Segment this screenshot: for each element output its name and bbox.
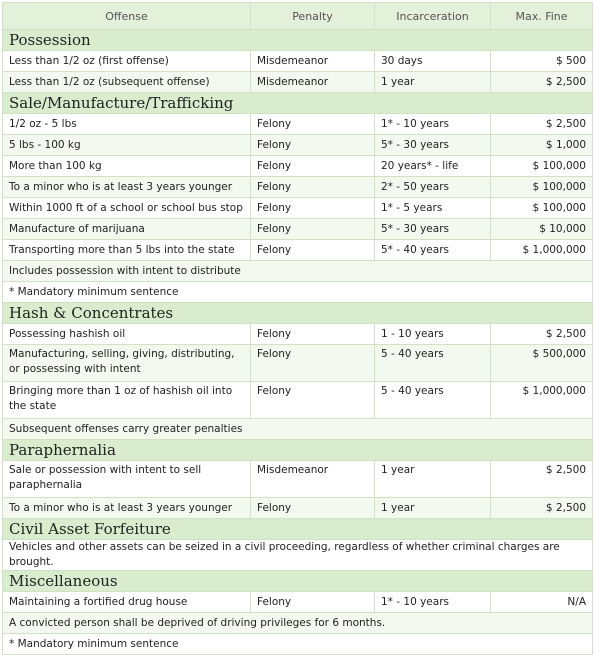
- section-paraphernalia: [3, 440, 593, 519]
- table-row: [3, 498, 593, 519]
- fine-cell: $ 2,500: [491, 114, 593, 135]
- penalty-cell: Misdemeanor: [251, 461, 375, 498]
- incarceration-cell: 1 year: [375, 461, 491, 498]
- incarceration-cell: 1 year: [375, 498, 491, 519]
- offense-cell: Bringing more than 1 oz of hashish oil into the state: [3, 382, 251, 419]
- incarceration-cell: 5* - 30 years: [375, 219, 491, 240]
- table-row: [3, 72, 593, 93]
- offense-cell: 5 lbs - 100 kg: [3, 135, 251, 156]
- fine-cell: $ 500,000: [491, 345, 593, 382]
- incarceration-cell: 1 - 10 years: [375, 324, 491, 345]
- penalty-cell: Felony: [251, 156, 375, 177]
- table-row: [3, 177, 593, 198]
- note-row: [3, 540, 593, 571]
- column-header-penalty: Penalty: [251, 3, 375, 30]
- offense-cell: Sale or possession with intent to sell paraphernalia: [3, 461, 251, 498]
- section-title: Civil Asset Forfeiture: [3, 519, 593, 540]
- note-text: A convicted person shall be deprived of driving privileges for 6 months.: [3, 613, 593, 634]
- section-sale: [3, 93, 593, 303]
- penalty-cell: Felony: [251, 345, 375, 382]
- penalty-cell: Felony: [251, 177, 375, 198]
- penalty-cell: Felony: [251, 382, 375, 419]
- section-title: Possession: [3, 30, 593, 51]
- offense-cell: 1/2 oz - 5 lbs: [3, 114, 251, 135]
- offense-cell: Less than 1/2 oz (subsequent offense): [3, 72, 251, 93]
- incarceration-cell: 1* - 5 years: [375, 198, 491, 219]
- section-possession: [3, 30, 593, 93]
- fine-cell: $ 500: [491, 51, 593, 72]
- offense-cell: Manufacture of marijuana: [3, 219, 251, 240]
- penalty-cell: Misdemeanor: [251, 51, 375, 72]
- section-miscellaneous: [3, 571, 593, 655]
- section-title: Miscellaneous: [3, 571, 593, 592]
- penalty-cell: Felony: [251, 198, 375, 219]
- offense-cell: More than 100 kg: [3, 156, 251, 177]
- table-row: [3, 114, 593, 135]
- table-row: [3, 324, 593, 345]
- table-row: [3, 240, 593, 261]
- penalty-cell: Felony: [251, 498, 375, 519]
- table-row: [3, 382, 593, 419]
- section-title: Hash & Concentrates: [3, 303, 593, 324]
- note-row: [3, 261, 593, 282]
- table-row: [3, 198, 593, 219]
- note-row: [3, 282, 593, 303]
- column-header-max-fine: Max. Fine: [491, 3, 593, 30]
- fine-cell: $ 1,000: [491, 135, 593, 156]
- note-text: Vehicles and other assets can be seized in a civil proceeding, regardless of whether criminal charges are brought.: [3, 540, 593, 571]
- fine-cell: N/A: [491, 592, 593, 613]
- table-row: [3, 461, 593, 498]
- penalty-cell: Felony: [251, 324, 375, 345]
- incarceration-cell: 5 - 40 years: [375, 345, 491, 382]
- fine-cell: $ 2,500: [491, 324, 593, 345]
- table-row: [3, 219, 593, 240]
- fine-cell: $ 2,500: [491, 498, 593, 519]
- note-text: Subsequent offenses carry greater penalties: [3, 419, 593, 440]
- table-row: [3, 135, 593, 156]
- header-row: [3, 3, 593, 30]
- incarceration-cell: 30 days: [375, 51, 491, 72]
- table-row: [3, 156, 593, 177]
- penalty-cell: Felony: [251, 592, 375, 613]
- section-forfeiture: [3, 519, 593, 571]
- penalty-cell: Felony: [251, 135, 375, 156]
- fine-cell: $ 1,000,000: [491, 382, 593, 419]
- incarceration-cell: 1* - 10 years: [375, 592, 491, 613]
- offense-cell: Maintaining a fortified drug house: [3, 592, 251, 613]
- note-row: [3, 634, 593, 655]
- penalty-cell: Felony: [251, 219, 375, 240]
- fine-cell: $ 100,000: [491, 156, 593, 177]
- penalty-cell: Felony: [251, 114, 375, 135]
- note-text: Includes possession with intent to distribute: [3, 261, 593, 282]
- fine-cell: $ 10,000: [491, 219, 593, 240]
- note-text: * Mandatory minimum sentence: [3, 282, 593, 303]
- incarceration-cell: 5* - 30 years: [375, 135, 491, 156]
- column-header-offense: Offense: [3, 3, 251, 30]
- column-header-incarceration: Incarceration: [375, 3, 491, 30]
- section-title: Paraphernalia: [3, 440, 593, 461]
- offense-cell: To a minor who is at least 3 years younger: [3, 498, 251, 519]
- note-row: [3, 613, 593, 634]
- offense-cell: To a minor who is at least 3 years younger: [3, 177, 251, 198]
- penalty-cell: Misdemeanor: [251, 72, 375, 93]
- table-row: [3, 51, 593, 72]
- fine-cell: $ 1,000,000: [491, 240, 593, 261]
- incarceration-cell: 1* - 10 years: [375, 114, 491, 135]
- section-hash: [3, 303, 593, 440]
- fine-cell: $ 100,000: [491, 177, 593, 198]
- table-row: [3, 592, 593, 613]
- incarceration-cell: 2* - 50 years: [375, 177, 491, 198]
- penalties-table: [2, 2, 593, 655]
- incarceration-cell: 20 years* - life: [375, 156, 491, 177]
- incarceration-cell: 1 year: [375, 72, 491, 93]
- fine-cell: $ 2,500: [491, 461, 593, 498]
- incarceration-cell: 5* - 40 years: [375, 240, 491, 261]
- penalty-cell: Felony: [251, 240, 375, 261]
- offense-cell: Manufacturing, selling, giving, distributing, or possessing with intent: [3, 345, 251, 382]
- fine-cell: $ 2,500: [491, 72, 593, 93]
- offense-cell: Within 1000 ft of a school or school bus stop: [3, 198, 251, 219]
- offense-cell: Less than 1/2 oz (first offense): [3, 51, 251, 72]
- note-text: * Mandatory minimum sentence: [3, 634, 593, 655]
- section-title: Sale/Manufacture/Trafficking: [3, 93, 593, 114]
- incarceration-cell: 5 - 40 years: [375, 382, 491, 419]
- fine-cell: $ 100,000: [491, 198, 593, 219]
- offense-cell: Transporting more than 5 lbs into the state: [3, 240, 251, 261]
- note-row: [3, 419, 593, 440]
- table-row: [3, 345, 593, 382]
- offense-cell: Possessing hashish oil: [3, 324, 251, 345]
